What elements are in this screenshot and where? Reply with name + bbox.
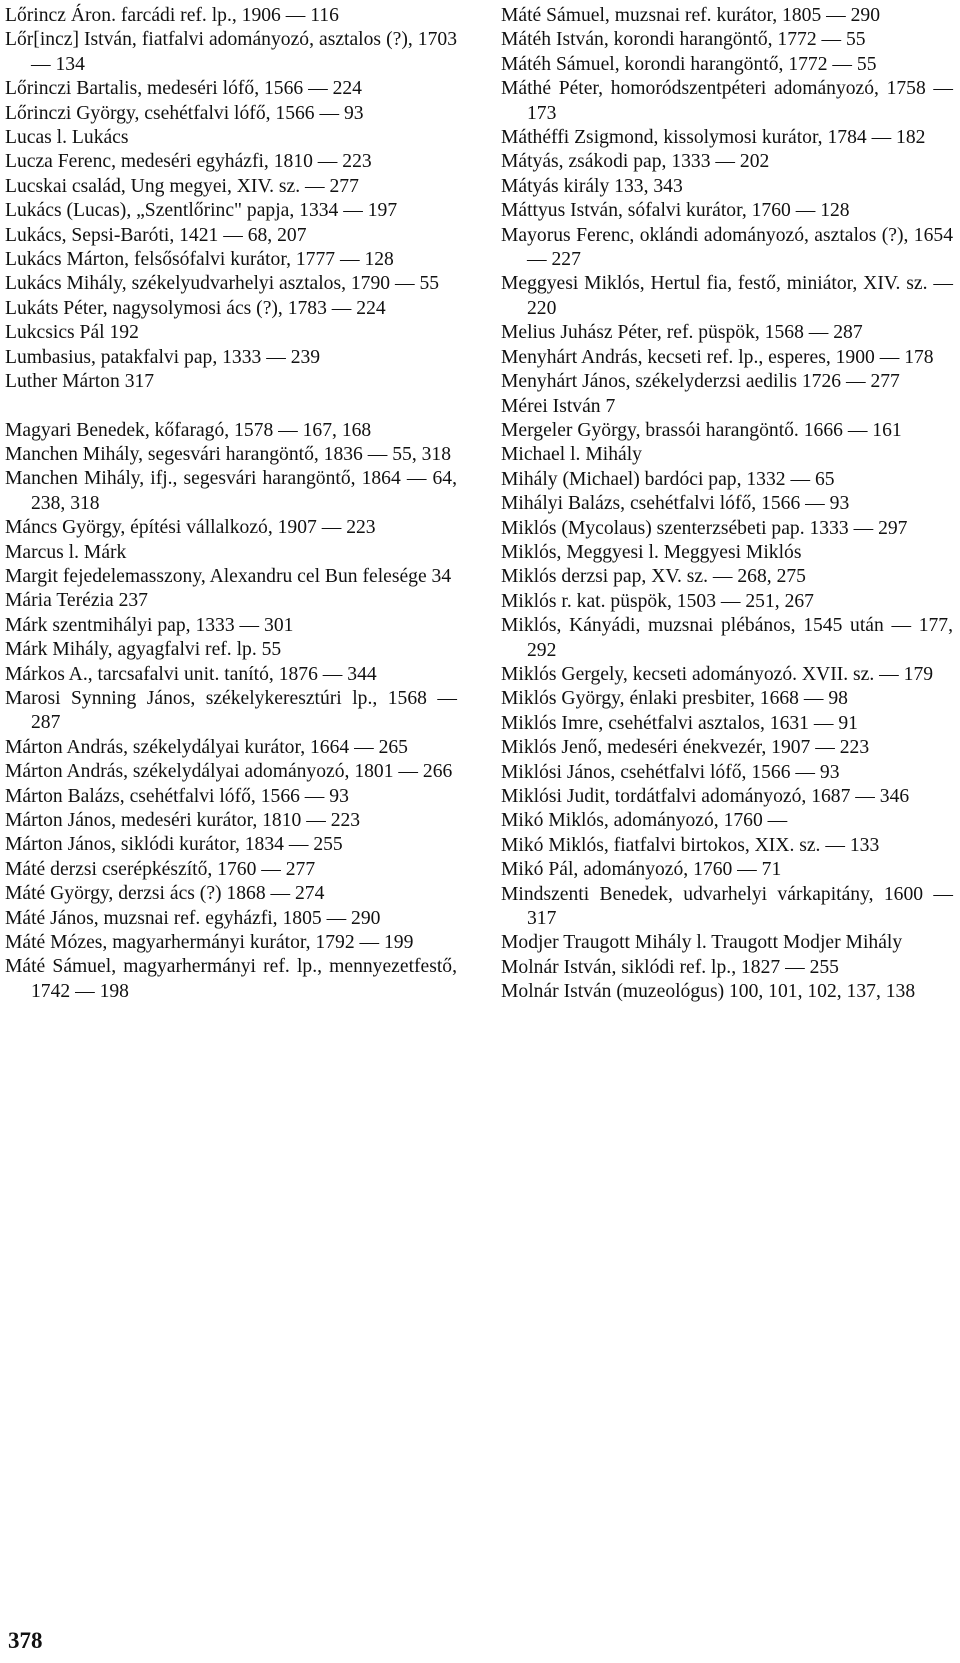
index-entry: Lucas l. Lukács <box>5 127 129 149</box>
right-column <box>501 4 953 1005</box>
index-entry: Mihály (Michael) bardóci pap, 1332 — 65 <box>501 468 835 490</box>
index-entry: Miklós György, énlaki presbiter, 1668 — 98 <box>501 688 848 710</box>
index-entry: Menyhárt András, kecseti ref. lp., esperes, 1900 — 178 <box>501 346 934 368</box>
index-entry: Márton Balázs, csehétfalvi lófő, 1566 — 93 <box>5 785 349 807</box>
index-entry: Mayorus Ferenc, oklándi adományozó, asztalos (?), 1654 — 227 <box>501 224 953 271</box>
index-entry: Máté Sámuel, magyarhermányi ref. lp., mennyezetfestő, 1742 — 198 <box>5 956 457 1002</box>
left-column <box>5 4 457 1004</box>
index-entry: Lukács Márton, felsősófalvi kurátor, 1777 — 128 <box>5 249 394 271</box>
index-entry: Miklós derzsi pap, XV. sz. — 268, 275 <box>501 566 806 588</box>
index-entry: Mátyás, zsákodi pap, 1333 — 202 <box>501 151 770 173</box>
index-entry: Márkos A., tarcsafalvi unit. tanító, 1876 — 344 <box>5 663 377 685</box>
index-entry: Máté Mózes, magyarhermányi kurátor, 1792 — 199 <box>5 932 414 954</box>
index-entry: Máté Sámuel, muzsnai ref. kurátor, 1805 — 290 <box>501 5 881 26</box>
index-entry: Mikó Pál, adományozó, 1760 — 71 <box>501 859 782 881</box>
index-entry: Molnár István, siklódi ref. lp., 1827 — 255 <box>501 956 839 978</box>
index-entry: Molnár István (muzeológus) 100, 101, 102, 137, 138 <box>501 981 916 1003</box>
index-entry: Mérei István 7 <box>501 395 616 417</box>
index-entry: Lőrinczi Bartalis, medeséri lófő, 1566 — 224 <box>5 78 362 100</box>
index-entry: Lukács (Lucas), „Szentlőrinc" papja, 1334 — 197 <box>5 200 398 222</box>
index-entry: Miklós Gergely, kecseti adományozó. XVII. sz. — 179 <box>501 663 934 685</box>
index-entry: Michael l. Mihály <box>501 444 642 466</box>
index-entry: Mindszenti Benedek, udvarhelyi várkapitány, 1600 — 317 <box>501 883 953 930</box>
index-entry: Lőrinczi György, csehétfalvi lófő, 1566 — 93 <box>5 102 364 124</box>
index-entry: Mária Terézia 237 <box>5 590 148 612</box>
index-entry: Mátéh Sámuel, korondi harangöntő, 1772 — 55 <box>501 53 877 75</box>
section-gap <box>5 395 457 419</box>
index-entry: Marcus l. Márk <box>5 541 127 563</box>
index-entry: Miklós (Mycolaus) szenterzsébeti pap. 1333 — 297 <box>501 517 908 539</box>
index-entry: Margit fejedelemasszony, Alexandru cel Bun felesége 34 <box>5 565 452 587</box>
index-entry: Manchen Mihály, segesvári harangöntő, 1836 — 55, 318 <box>5 443 452 465</box>
index-entry: Miklósi János, csehétfalvi lófő, 1566 — 93 <box>501 761 840 783</box>
page-number: 378 <box>8 1628 43 1653</box>
index-entry: Miklós Imre, csehétfalvi asztalos, 1631 — 91 <box>501 712 858 734</box>
index-entry: Luther Márton 317 <box>5 371 155 393</box>
index-entry: Lukács, Sepsi-Baróti, 1421 — 68, 207 <box>5 224 307 246</box>
index-entry: Meggyesi Miklós, Hertul fia, festő, miniátor, XIV. sz. — 220 <box>501 273 953 319</box>
index-entry: Máté János, muzsnai ref. egyházfi, 1805 — 290 <box>5 907 381 929</box>
index-entry: Menyhárt János, székelyderzsi aedilis 1726 — 277 <box>501 371 900 393</box>
index-entry: Máttyus István, sófalvi kurátor, 1760 — 128 <box>501 200 850 222</box>
index-entry: Márk szentmihályi pap, 1333 — 301 <box>5 614 294 636</box>
index-entry: Lumbasius, patakfalvi pap, 1333 — 239 <box>5 346 321 368</box>
index-entry: Máthé Péter, homoródszentpéteri adományozó, 1758 — 173 <box>501 78 953 124</box>
index-entry: Marosi Synning János, székelykeresztúri lp., 1568 — 287 <box>5 687 457 734</box>
index-entry: Máncs György, építési vállalkozó, 1907 — 223 <box>5 517 376 539</box>
index-entry: Lucza Ferenc, medeséri egyházfi, 1810 — 223 <box>5 151 372 173</box>
index-entry: Márton János, siklódi kurátor, 1834 — 255 <box>5 834 343 856</box>
index-entry: Mátyás király 133, 343 <box>501 175 683 197</box>
index-entry: Mergeler György, brassói harangöntő. 1666 — 161 <box>501 419 902 441</box>
index-entry: Lőrincz Áron. farcádi ref. lp., 1906 — 116 <box>5 5 339 26</box>
index-entry: Lukcsics Pál 192 <box>5 322 139 344</box>
index-entry: Miklós, Meggyesi l. Meggyesi Miklós <box>501 541 802 563</box>
index-entry: Márton János, medeséri kurátor, 1810 — 223 <box>5 810 361 831</box>
index-entry: Máté derzsi cserépkészítő, 1760 — 277 <box>5 858 316 880</box>
index-entry: Lucskai család, Ung megyei, XIV. sz. — 277 <box>5 175 359 197</box>
index-entry: Mihályi Balázs, csehétfalvi lófő, 1566 — 93 <box>501 493 850 515</box>
index-entry: Modjer Traugott Mihály l. Traugott Modjer Mihály <box>501 932 903 954</box>
index-entry: Márton András, székelydályai adományozó, 1801 — 266 <box>5 761 453 783</box>
index-entry: Manchen Mihály, ifj., segesvári harangöntő, 1864 — 64, 238, 318 <box>5 468 457 514</box>
index-entry: Mátéh István, korondi harangöntő, 1772 — 55 <box>501 29 866 51</box>
index-entry: Mikó Miklós, adományozó, 1760 — <box>501 810 788 832</box>
index-entry: Miklós r. kat. püspök, 1503 — 251, 267 <box>501 590 814 612</box>
index-entry: Máthéffi Zsigmond, kissolymosi kurátor, 1784 — 182 <box>501 127 926 149</box>
index-entry: Máté György, derzsi ács (?) 1868 — 274 <box>5 883 325 905</box>
index-entry: Miklós, Kányádi, muzsnai plébános, 1545 után — 177, 292 <box>501 615 953 661</box>
index-entry: Mikó Miklós, fiatfalvi birtokos, XIX. sz. — 133 <box>501 834 880 856</box>
index-entry: Melius Juhász Péter, ref. püspök, 1568 — 287 <box>501 322 863 344</box>
index-entry: Márk Mihály, agyagfalvi ref. lp. 55 <box>5 639 282 661</box>
index-entry: Lukáts Péter, nagysolymosi ács (?), 1783 — 224 <box>5 297 386 319</box>
index-entry: Lőr[incz] István, fiatfalvi adományozó, asztalos (?), 1703 — 134 <box>5 29 457 75</box>
index-entry: Magyari Benedek, kőfaragó, 1578 — 167, 168 <box>5 419 372 441</box>
index-entry: Lukács Mihály, székelyudvarhelyi asztalos, 1790 — 55 <box>5 273 440 295</box>
index-entry: Márton András, székelydályai kurátor, 1664 — 265 <box>5 736 408 758</box>
index-entry: Miklós Jenő, medeséri énekvezér, 1907 — 223 <box>501 737 870 759</box>
index-entry: Miklósi Judit, tordátfalvi adományozó, 1687 — 346 <box>501 786 910 807</box>
